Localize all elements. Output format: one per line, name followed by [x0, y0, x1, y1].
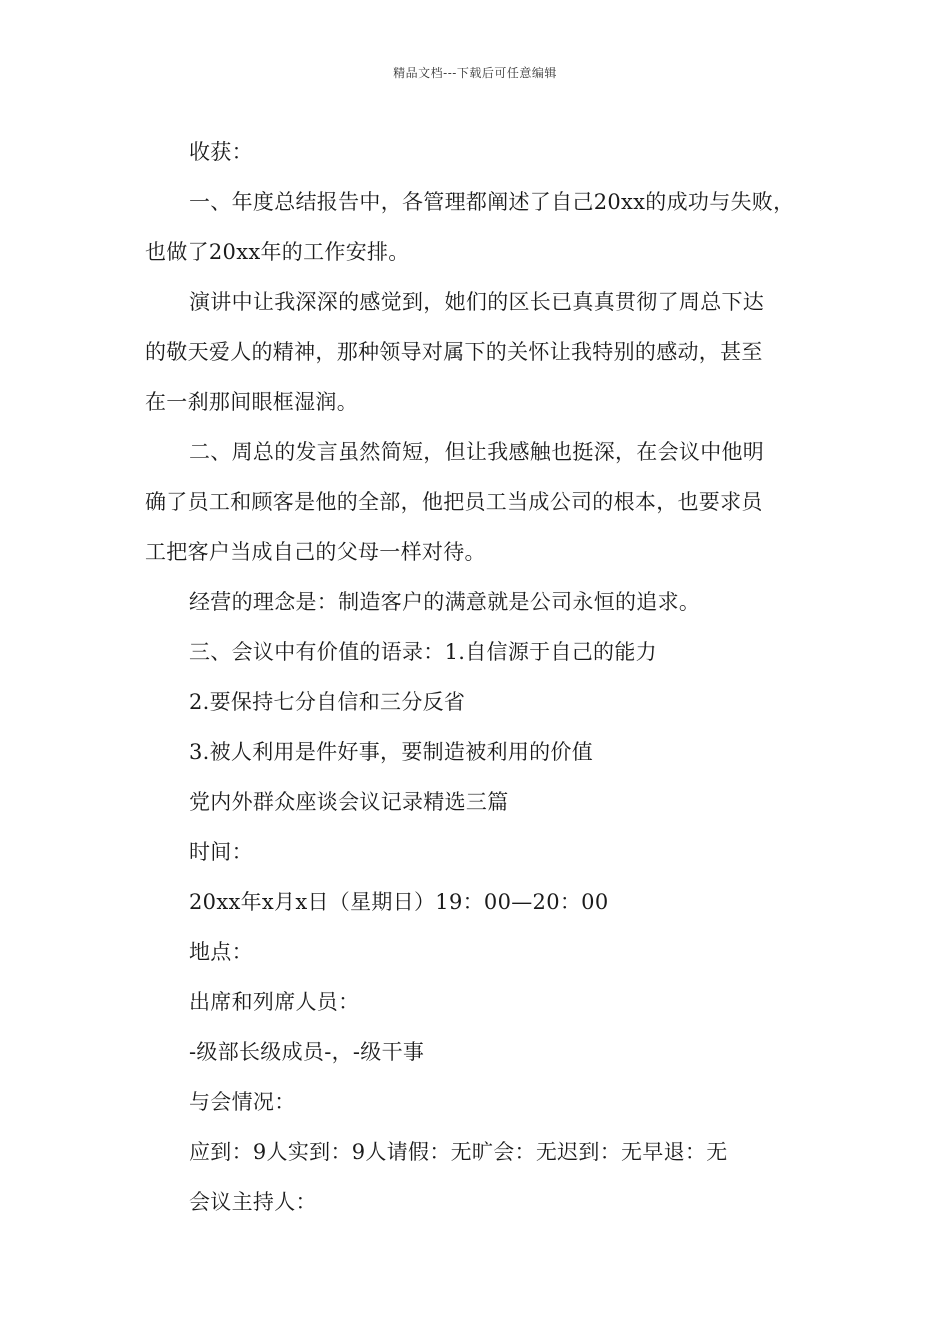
- text-line: 20xx年x月x日（星期日）19：00—20：00: [189, 890, 609, 914]
- text-line: 3.被人利用是件好事，要制造被利用的价值: [189, 740, 594, 764]
- text-line: 与会情况：: [189, 1090, 296, 1114]
- text-line: 确了员工和顾客是他的全部，他把员工当成公司的根本，也要求员: [145, 490, 763, 514]
- page-header: 精品文档---下载后可任意编辑: [393, 66, 557, 80]
- text-line: 也做了20xx年的工作安排。: [145, 240, 410, 264]
- text-line: 二、周总的发言虽然简短，但让我感触也挺深，在会议中他明: [189, 440, 765, 464]
- text-line: 在一刹那间眼框湿润。: [145, 390, 358, 414]
- text-line: 一、年度总结报告中，各管理都阐述了自己20xx的成功与失败，: [189, 190, 795, 214]
- text-line: 收获：: [189, 140, 253, 164]
- text-line: 2.要保持七分自信和三分反省: [189, 690, 466, 714]
- text-line: 地点：: [189, 940, 253, 964]
- text-line: 会议主持人：: [189, 1190, 317, 1214]
- text-line: -级部长级成员-，-级干事: [189, 1040, 425, 1064]
- text-line: 工把客户当成自己的父母一样对待。: [145, 540, 486, 564]
- text-line: 经营的理念是：制造客户的满意就是公司永恒的追求。: [189, 590, 701, 614]
- text-line: 演讲中让我深深的感觉到，她们的区长已真真贯彻了周总下达: [189, 290, 765, 314]
- text-line: 三、会议中有价值的语录：1.自信源于自己的能力: [189, 640, 657, 664]
- text-line: 时间：: [189, 840, 253, 864]
- text-line: 党内外群众座谈会议记录精选三篇: [189, 790, 509, 814]
- text-line: 出席和列席人员：: [189, 990, 360, 1014]
- text-line: 应到：9人实到：9人请假：无旷会：无迟到：无早退：无: [189, 1140, 728, 1164]
- text-line: 的敬天爱人的精神，那种领导对属下的关怀让我特别的感动，甚至: [145, 340, 763, 364]
- document-body: [145, 130, 825, 1230]
